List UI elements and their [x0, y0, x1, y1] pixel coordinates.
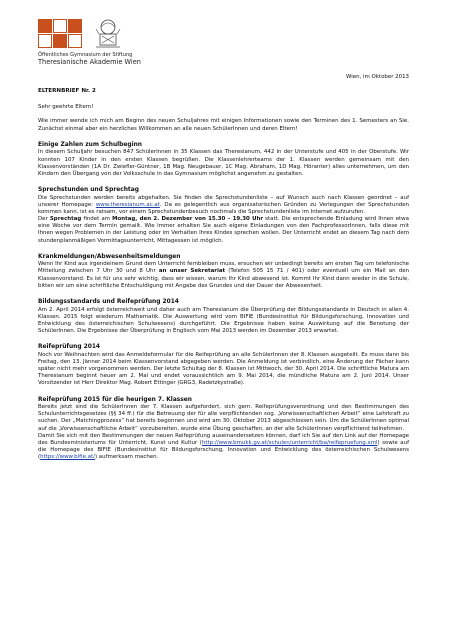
school-name: Öffentliches Gymnasium der Stiftung	[38, 52, 133, 58]
section-heading-sprechstunden: Sprechstunden und Sprechtag	[38, 187, 139, 193]
letter-title: ELTERNBRIEF Nr. 2	[38, 88, 96, 95]
logo-squares	[38, 19, 82, 48]
section-text-reifepruefung-2015: Bereits jetzt sind die SchülerInnen der 7. Klassen aufgefordert, sich gem. Reifeprüfungsverordnung und den Bestimmungen des Schulunterrichtsgesetzes (§§ 34 ff.) für die Betreuung der für alle verpflichtenden sog. „Vorwissenschaftlichen Arbeit“ eine Lehrkraft zu suchen. Der „Matchingprozess“ hat bereits begonnen und wird am 30. Oktober 2013 abgeschlossen sein. Um die SchülerInnen optimal auf die „Vorwissenschaftliche Arbeit“ vorzubereiten, wurde eine Übung geschaffen, an der alle SchülerInnen verpflichtend teilnehmen. Damit Sie sich mit den Bestimmungen der neuen Reifeprüfung auseinandersetzen können, darf ich Sie auf den Link auf der Homepage des Bundesministeriums für Unterricht, Kunst und Kultur (http://www.bmukk.gv.at/schulen/unterricht/ba/reifepruefung.xml) sowie auf die Homepage des BIFIE (Bundesinstitut für Bildungsforschung, Innovation und Entwicklung des österreichischen Schulwesens (https://www.bifie.at/) aufmerksam machen.	[38, 404, 410, 461]
section-text-sprechstunden: Die Sprechstunden werden bereits abgehalten. Sie finden die Sprechstundenliste – auf Wunsch auch nach Klassen geordnet – auf unserer Homepage: www.theresianum.ac.at. Da es gelegentlich aus organisatorischen Gründen zu Verlegungen der Sprechstunden kommen kann, ist es ratsam, vor einem Sprechstundenbesuch nochmals die Sprechstundenliste im Internet aufzurufen. Der Sprechtag findet am Montag, den 2. Dezember von 15.30 – 19.30 Uhr statt. Die entsprechende Einladung wird Ihnen etwa eine Woche vor dem Termin gemailt. Wie immer erhalten Sie auch eigene Einladungen von den FachprofessorInnen, falls diese mit Ihnen wegen Problemen in der Leistung oder im Verhalten Ihres Kindes sprechen wollen. Der Unterricht endet an diesem Tag nach dem stundenplanmäßigen Vormittagsunterricht, Mittagessen ist möglich.	[38, 194, 410, 244]
bmukk-link[interactable]: http://www.bmukk.gv.at/schulen/unterricht/ba/reifepruefung.xml	[201, 439, 378, 446]
greeting: Sehr geehrte Eltern!	[38, 104, 94, 111]
section-text-krankmeldungen: Wenn Ihr Kind aus irgendeinem Grund dem Unterricht fernbleiben muss, ersuchen wir unbedingt bereits am ersten Tag um telefonische Mitteilung zwischen 7 Uhr 30 und 8 Uhr an unser Sekretariat (Telefon 505 15 71 / 401) oder eventuell um ein Mail an den Klassenvorstand. Es ist für uns sehr wichtig, dass wir wissen, warum Ihr Kind abwesend ist. Kommt Ihr Kind dann wieder in die Schule, bitten wir um eine schriftliche Entschuldigung mit Angabe des Grundes und der Dauer der Abwesenheit.	[38, 261, 410, 289]
homepage-link[interactable]: www.theresianum.ac.at	[95, 201, 160, 208]
letter-date: Wien, im Oktober 2013	[345, 74, 409, 80]
academy-emblem-icon	[88, 17, 128, 51]
section-heading-reifepruefung-2014: Reifeprüfung 2014	[38, 344, 101, 351]
school-logo	[38, 19, 82, 48]
section-text-bildungsstandards: Am 2. April 2014 erfolgt österreichweit und daher auch am Theresianum die Überprüfung der Bildungsstandards in Deutsch in allen 4. Klassen. 2015 folgt wiederum Mathematik. Die Auswertung wird vom BIFIE (Bundesinstitut für Bildungsforschung, Innovation und Entwicklung des österreichischen Schulwesens) durchgeführt. Die Ergebnisse haben keine Auswirkung auf die Benotung der SchülerInnen. Die Ergebnisse der Überprüfung in Englisch vom Mai 2013 werden im Dezember 2013 erwartet.	[38, 306, 409, 334]
letter-body	[38, 74, 409, 461]
bifie-link[interactable]: https://www.bifie.at/	[40, 454, 95, 461]
academy-name: Theresianische Akademie Wien	[38, 58, 141, 67]
intro-paragraph: Wie immer wende ich mich am Beginn des neuen Schuljahres mit einigen Informationen sowie den Terminen des 1. Semesters an Sie. Zunächst einmal aber ein herzliches Willkommen an alle neuen SchülerInnen und deren Eltern!	[38, 118, 409, 132]
school-name-block	[38, 52, 141, 67]
section-heading-reifepruefung-2015: Reifeprüfung 2015 für die heurigen 7. Klassen	[38, 396, 192, 403]
section-text-reifepruefung-2014: Noch vor Weihnachten wird das Anmeldeformular für die Reifeprüfung an alle SchülerInnen der 8. Klassen ausgeteilt. Es muss dann bis Freitag, den 13. Jänner 2014 beim Klassenvorstand abgegeben werden. Die Anmeldung ist verbindlich, eine Änderung der Fächer kann später nicht mehr vorgenommen werden. Der letzte Schultag der 8. Klassen ist Mittwoch, der 30. April 2014. Die schriftliche Matura am Theresianum beginnt heuer am 2. Mai und endet voraussichtlich am 9. Mai 2014, die mündliche Matura am 2. Juni 2014. Unser Vorsitzender ist Herr Direktor Mag. Robert Ettinger (GRG3, Radetzkystraße).	[38, 351, 409, 387]
section-text-zahlen: In diesem Schuljahr besuchen 847 SchülerInnen in 35 Klassen das Theresianum, 442 in der Unterstufe und 405 in der Oberstufe. Wir konnten 107 Kinder in den ersten Klassen begrüßen. Die Klassenlehrerteams der 1. Klassen werden gemeinsam mit den Klassenvorständen (1A Dr. Zwiefler-Güntner, 1B Mag. Neugebauer, 1C Mag. Abraham, 1D Mag. Höranter) alles unternehmen, um den Kindern den Übergang von der Volksschule in das Gymnasium möglichst angenehm zu gestalten.	[38, 149, 409, 177]
section-heading-bildungsstandards: Bildungsstandards und Reifeprüfung 2014	[38, 298, 179, 305]
section-heading-zahlen: Einige Zahlen zum Schulbeginn	[38, 141, 143, 148]
section-heading-krankmeldungen: Krankmeldungen/Abwesenheitsmeldungen	[38, 253, 181, 260]
